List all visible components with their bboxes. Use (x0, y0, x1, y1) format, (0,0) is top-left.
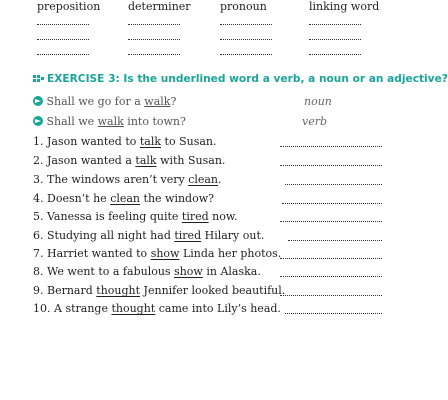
blank-line[interactable] (220, 39, 272, 40)
column-header-pronoun: pronoun (220, 0, 267, 13)
blank-line[interactable] (128, 24, 180, 25)
exercise-question: Is the underlined word a verb, a noun or an adjective? (123, 73, 448, 85)
answer-blank[interactable] (285, 184, 382, 185)
blank-line[interactable] (128, 39, 180, 40)
arrow-right-icon (33, 96, 43, 106)
answer-blank[interactable] (282, 203, 382, 204)
example-row: Shall we walk into town? (33, 115, 186, 128)
list-item: 3. The windows aren’t very clean. (33, 173, 222, 186)
column-header-determiner: determiner (128, 0, 191, 13)
blank-line[interactable] (37, 54, 89, 55)
example-answer: noun (304, 95, 332, 108)
column-header-linking-word: linking word (309, 0, 380, 13)
example-row: Shall we go for a walk? (33, 95, 176, 108)
list-item: 2. Jason wanted a talk with Susan. (33, 154, 226, 167)
list-item: 7. Harriet wanted to show Linda her photos. (33, 247, 282, 260)
list-item: 5. Vanessa is feeling quite tired now. (33, 210, 238, 223)
answer-blank[interactable] (280, 221, 382, 222)
underlined-word: walk (97, 115, 124, 128)
blank-line[interactable] (220, 54, 272, 55)
exercise-label: EXERCISE 3: (47, 73, 120, 85)
answer-blank[interactable] (280, 146, 382, 147)
blank-line[interactable] (37, 39, 89, 40)
blank-line[interactable] (309, 54, 361, 55)
blank-line[interactable] (37, 24, 89, 25)
list-item: 9. Bernard thought Jennifer looked beautiful. (33, 284, 286, 297)
column-header-preposition: preposition (37, 0, 101, 13)
example-answer: verb (302, 115, 328, 128)
list-item: 4. Doesn’t he clean the window? (33, 192, 215, 205)
blank-line[interactable] (309, 24, 361, 25)
list-item: 10. A strange thought came into Lily’s head. (33, 302, 281, 315)
answer-blank[interactable] (280, 258, 382, 259)
answer-blank[interactable] (280, 295, 382, 296)
list-item: 8. We went to a fabulous show in Alaska. (33, 265, 261, 278)
answer-blank[interactable] (288, 240, 382, 241)
exercise-icon (33, 75, 44, 84)
blank-line[interactable] (220, 24, 272, 25)
list-item: 6. Studying all night had tired Hilary out. (33, 229, 265, 242)
answer-blank[interactable] (280, 276, 382, 277)
list-item: 1. Jason wanted to talk to Susan. (33, 135, 217, 148)
answer-blank[interactable] (280, 165, 382, 166)
underlined-word: walk (144, 95, 171, 108)
blank-line[interactable] (309, 39, 361, 40)
arrow-right-icon (33, 116, 43, 126)
blank-line[interactable] (128, 54, 180, 55)
answer-blank[interactable] (285, 313, 382, 314)
